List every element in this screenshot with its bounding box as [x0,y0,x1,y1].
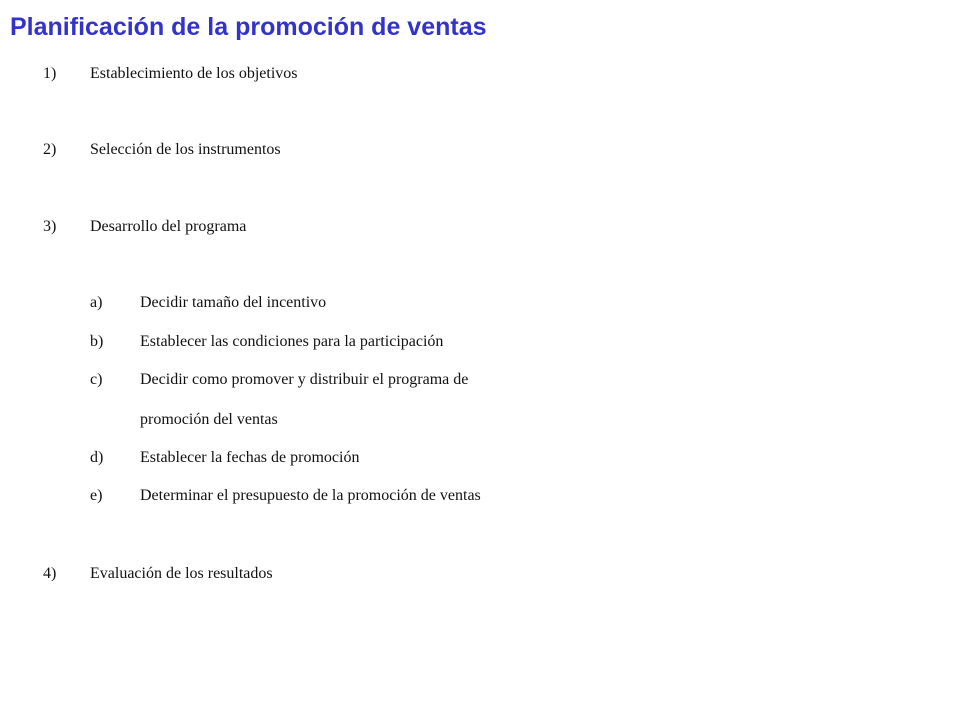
sub-list-item [0,487,960,525]
item-number: 2) [43,141,57,158]
sub-item-letter: e) [90,487,103,504]
sub-item-text: Establecer la fechas de promoción [140,449,360,466]
list-item [0,141,960,179]
sub-list-item [0,333,960,371]
list-item [0,565,960,603]
list-item [0,218,960,256]
item-text: Desarrollo del programa [90,218,247,235]
sub-item-letter: c) [90,371,103,388]
list-item [0,65,960,103]
item-number: 1) [43,65,57,82]
item-text: Establecimiento de los objetivos [90,65,298,82]
sub-list-item-continuation [0,411,960,449]
item-text: Evaluación de los resultados [90,565,273,582]
item-text: Selección de los instrumentos [90,141,281,158]
sub-item-text: Determinar el presupuesto de la promoción de ventas [140,487,481,504]
sub-item-text-continuation: promoción del ventas [140,411,278,428]
sub-item-text: Establecer las condiciones para la participación [140,333,444,350]
sub-list-item [0,449,960,487]
sub-item-letter: a) [90,294,103,311]
item-number: 4) [43,565,57,582]
sub-item-text: Decidir tamaño del incentivo [140,294,327,311]
sub-list-item [0,294,960,332]
sub-list-item [0,371,960,409]
sub-item-letter: b) [90,333,104,350]
sub-item-text: Decidir como promover y distribuir el programa de [140,371,469,388]
sub-item-letter: d) [90,449,104,466]
item-number: 3) [43,218,57,235]
slide-title: Planificación de la promoción de ventas [10,13,487,41]
